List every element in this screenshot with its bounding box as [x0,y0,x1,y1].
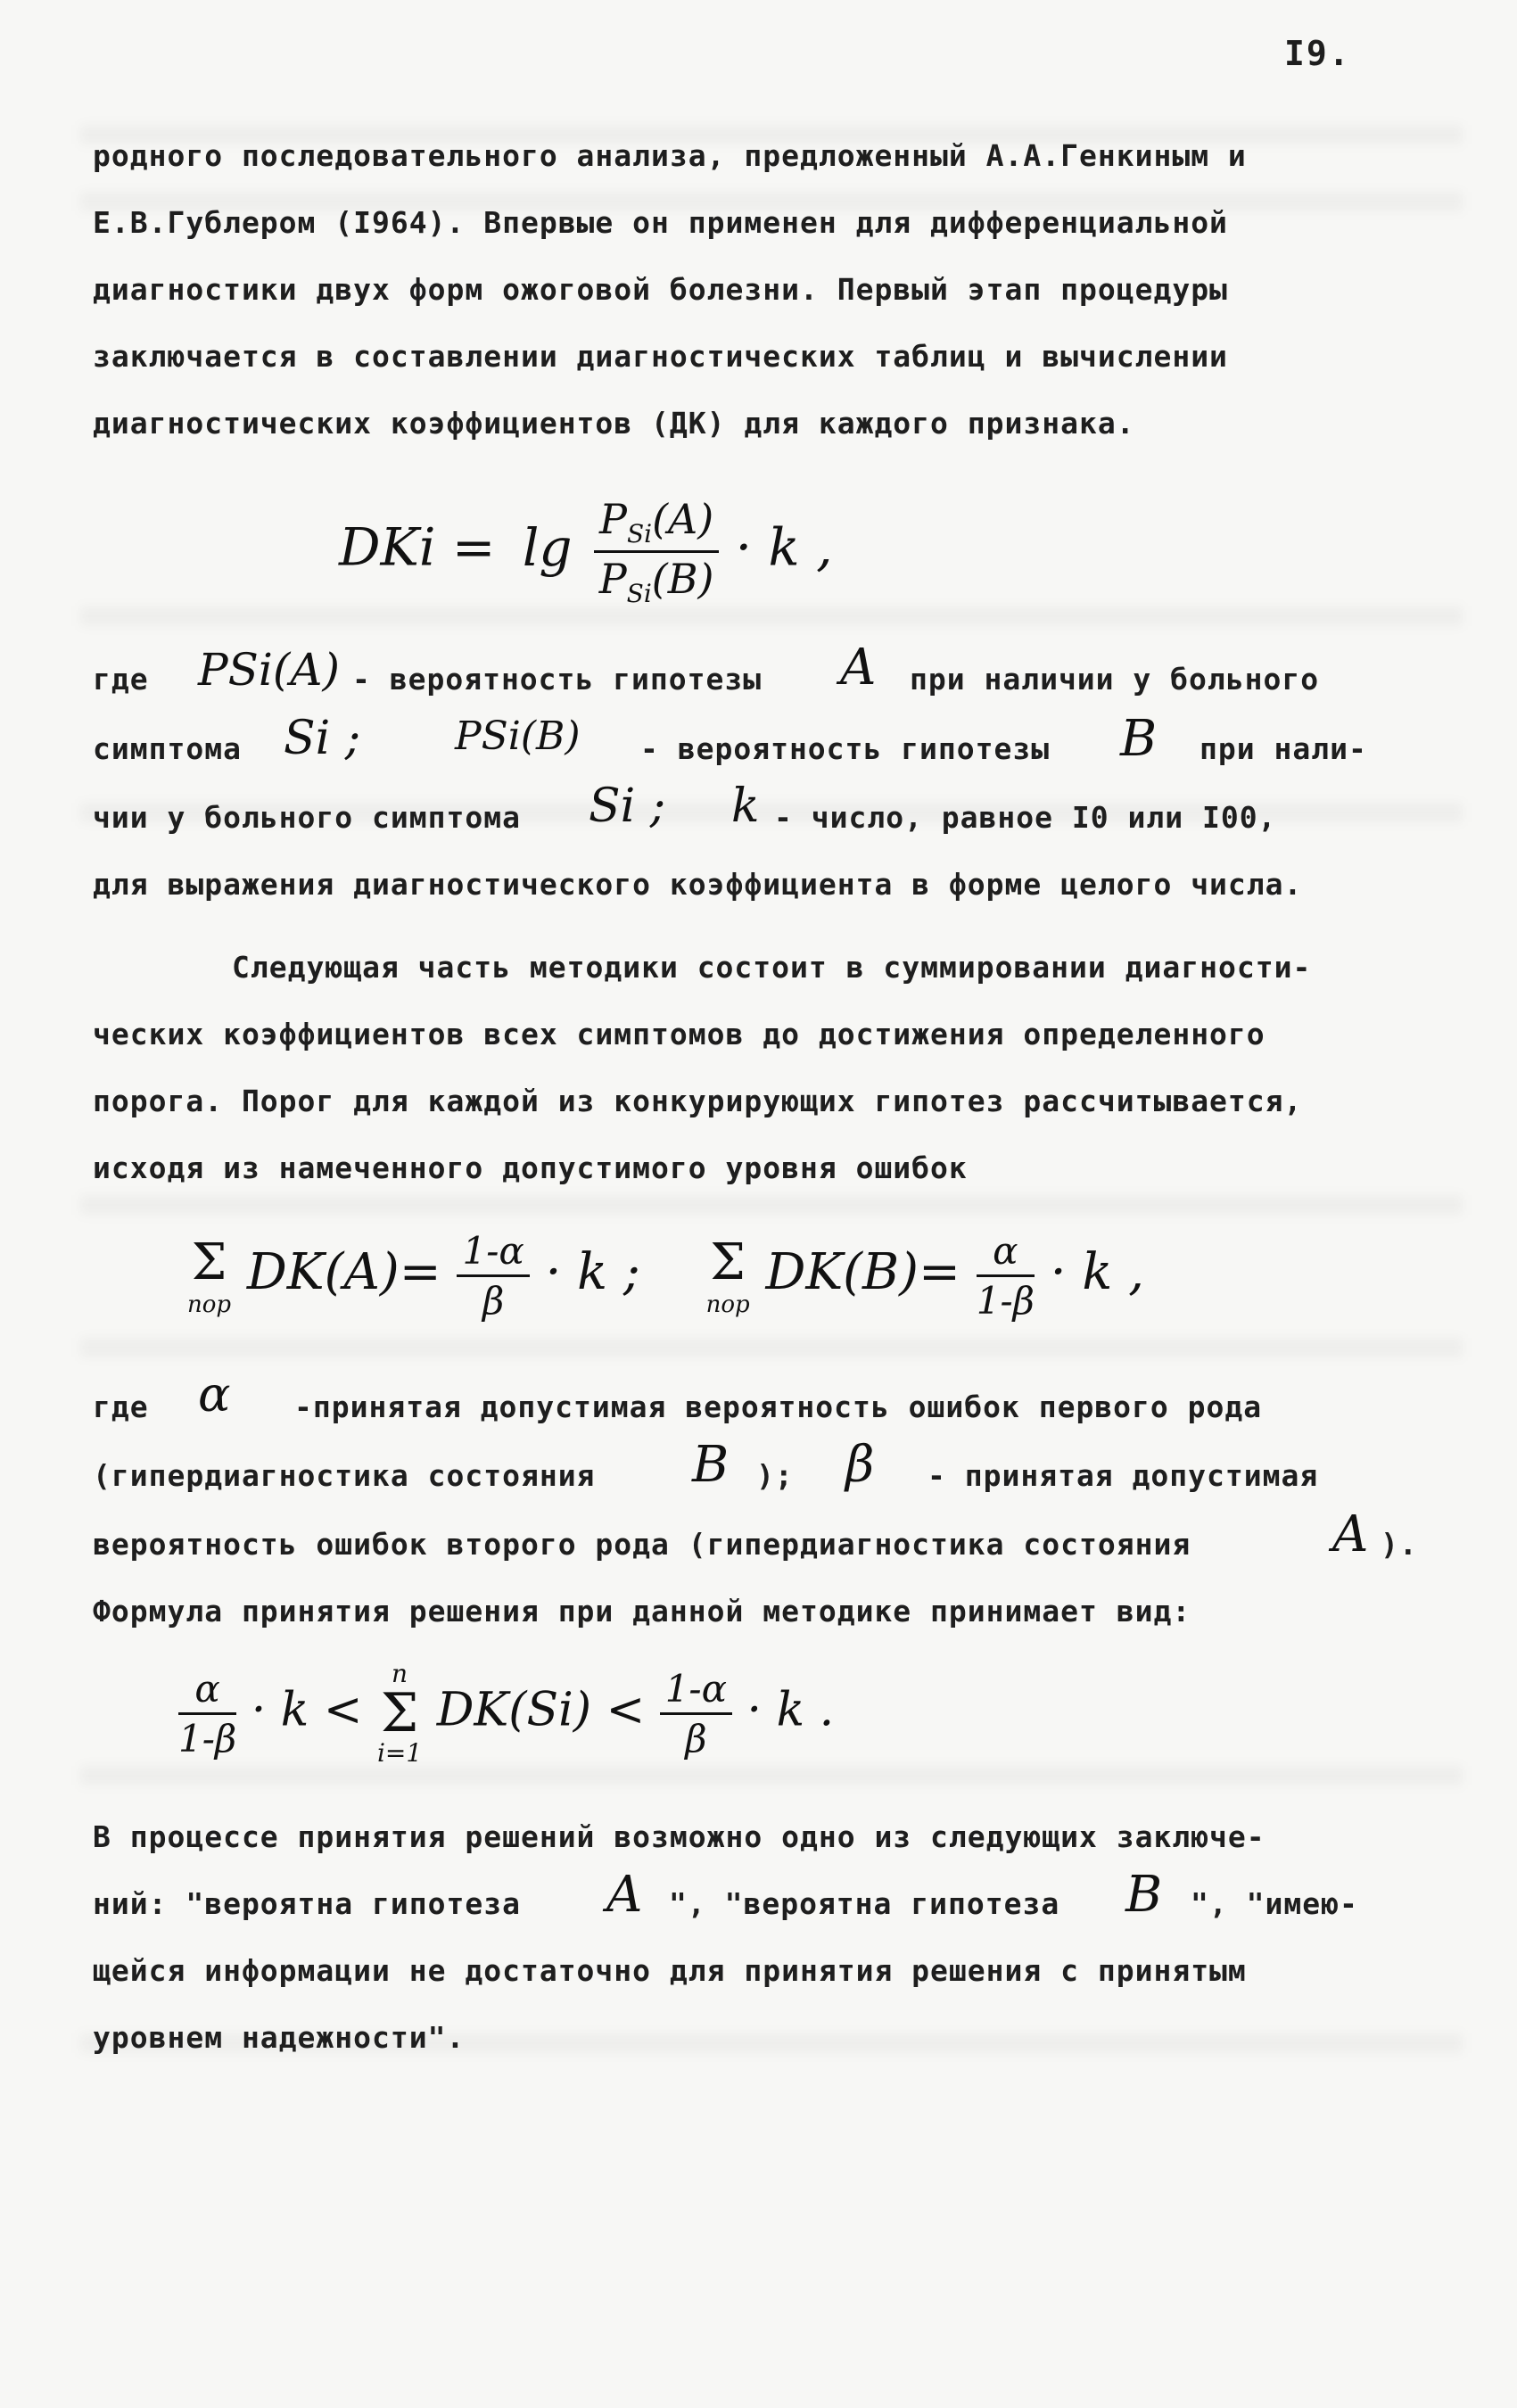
symbol-psi-a: PSi(A) [198,644,341,696]
formula-tail: · k , [735,516,833,578]
sum-b-fraction [977,1229,1035,1323]
text-line: при наличии у больного [910,662,1320,697]
text-line: ", "вероятна гипотеза [669,1886,1060,1921]
right-fraction [660,1667,732,1761]
text-line: - число, равное I0 или I00, [774,800,1277,835]
symbol-a: A [840,639,877,697]
text-line: родного последовательного анализа, предложенный А.А.Генкиным и [93,138,1247,173]
right-num: 1-α [660,1667,732,1715]
symbol-a: A [1332,1505,1369,1563]
sum-bottom: i=1 [376,1738,423,1768]
text-line: при нали- [1200,731,1367,766]
text-line: вероятность ошибок второго рода (гипердиагностика состояния [93,1527,1191,1562]
page-number: I9. [1284,34,1351,73]
sum-a-tail: · k ; [545,1243,640,1301]
text-line: для выражения диагностического коэффициента в форме целого числа. [93,867,1303,902]
sum-b-body: DK(B)= [765,1243,960,1301]
text-line: Следующая часть методики состоит в суммировании диагности- [232,950,1312,985]
sum-a-fraction [457,1229,529,1323]
text-line: Е.В.Гублером (I964). Впервые он применен для дифференциальной [93,205,1228,240]
symbol-beta: β [845,1436,875,1494]
symbol-si: Si ; [589,779,666,833]
text-line: где [93,662,149,697]
text-line: диагностических коэффициентов (ДК) для каждого признака. [93,406,1135,441]
formula-log: lg [522,516,573,578]
formula-dk [339,495,833,608]
sum-top: n [392,1659,408,1688]
left-fraction [178,1667,236,1761]
text-line: ческих коэффициентов всех симптомов до достижения определенного [93,1017,1266,1051]
text-line: ний: "вероятна гипотеза [93,1886,521,1921]
sum-b: Σ пор [705,1233,750,1318]
text-line: где [93,1390,149,1424]
text-line: симптома [93,731,242,766]
denominator-arg: (B) [651,555,714,604]
text-line: ", "имею- [1191,1886,1358,1921]
text-line: диагностики двух форм ожоговой болезни. Первый этап процедуры [93,272,1228,307]
left-tail: · k < [251,1683,363,1737]
numerator-arg: (A) [652,495,714,543]
text-line: (гипердиагностика состояния [93,1458,596,1493]
text-line: исходя из намеченного допустимого уровня ошибок [93,1150,968,1185]
sum-b-sub: пор [705,1291,750,1318]
sum-b-num: α [977,1229,1035,1277]
sum-b-den: 1-β [976,1279,1035,1323]
symbol-k: k [731,779,760,833]
symbol-psi-b: PSi(B) [455,713,581,759]
text-line: - принятая допустимая [928,1458,1319,1493]
text-line: ). [1381,1527,1418,1562]
left-num: α [178,1667,236,1715]
formula-thresholds [187,1229,1144,1323]
bleed-through [80,1195,1463,1215]
left-den: 1-β [178,1716,237,1761]
symbol-si: Si ; [284,712,361,765]
text-line: ); [756,1458,794,1493]
symbol-b: B [1120,710,1158,768]
text-line: уровнем надежности". [93,2020,466,2055]
sum-si: n Σ i=1 [376,1659,423,1768]
symbol-a: A [606,1866,643,1924]
denominator-p: P [598,555,627,604]
bleed-through [80,1766,1463,1785]
formula-lhs: DKi = [339,516,496,578]
text-line: чии у больного симптома [93,800,521,835]
sum-a-sub: пор [187,1291,232,1318]
text-line: порога. Порог для каждой из конкурирующих гипотез рассчитывается, [93,1084,1303,1118]
sum-a-den: β [482,1279,505,1323]
text-line: - вероятность гипотезы [640,731,1051,766]
numerator-p: P [598,495,627,543]
bleed-through [80,1338,1463,1357]
text-line: щейся информации не достаточно для принятия решения с принятым [93,1953,1247,1988]
formula-fraction [594,495,719,608]
symbol-b: B [692,1436,730,1494]
sum-a: Σ пор [187,1233,232,1318]
text-line: -принятая допустимая вероятность ошибок первого рода [294,1390,1263,1424]
text-line: заключается в составлении диагностических таблиц и вычислении [93,339,1228,374]
symbol-alpha: α [198,1366,231,1423]
sum-a-body: DK(A)= [246,1243,441,1301]
text-line: В процессе принятия решений возможно одно из следующих заключе- [93,1819,1266,1854]
bleed-through [80,606,1463,626]
sum-b-tail: · k , [1050,1243,1144,1301]
denominator-sub: Si [626,579,652,609]
symbol-b: B [1125,1866,1163,1924]
right-tail: · k . [746,1683,835,1737]
right-den: β [685,1716,707,1761]
text-line: Формула принятия решения при данной методике принимает вид: [93,1594,1191,1629]
sum-body: DK(Si) < [436,1683,646,1737]
text-line: - вероятность гипотезы [352,662,763,697]
sum-a-num: 1-α [457,1229,529,1277]
numerator-sub: Si [626,519,653,549]
formula-decision [178,1659,834,1768]
